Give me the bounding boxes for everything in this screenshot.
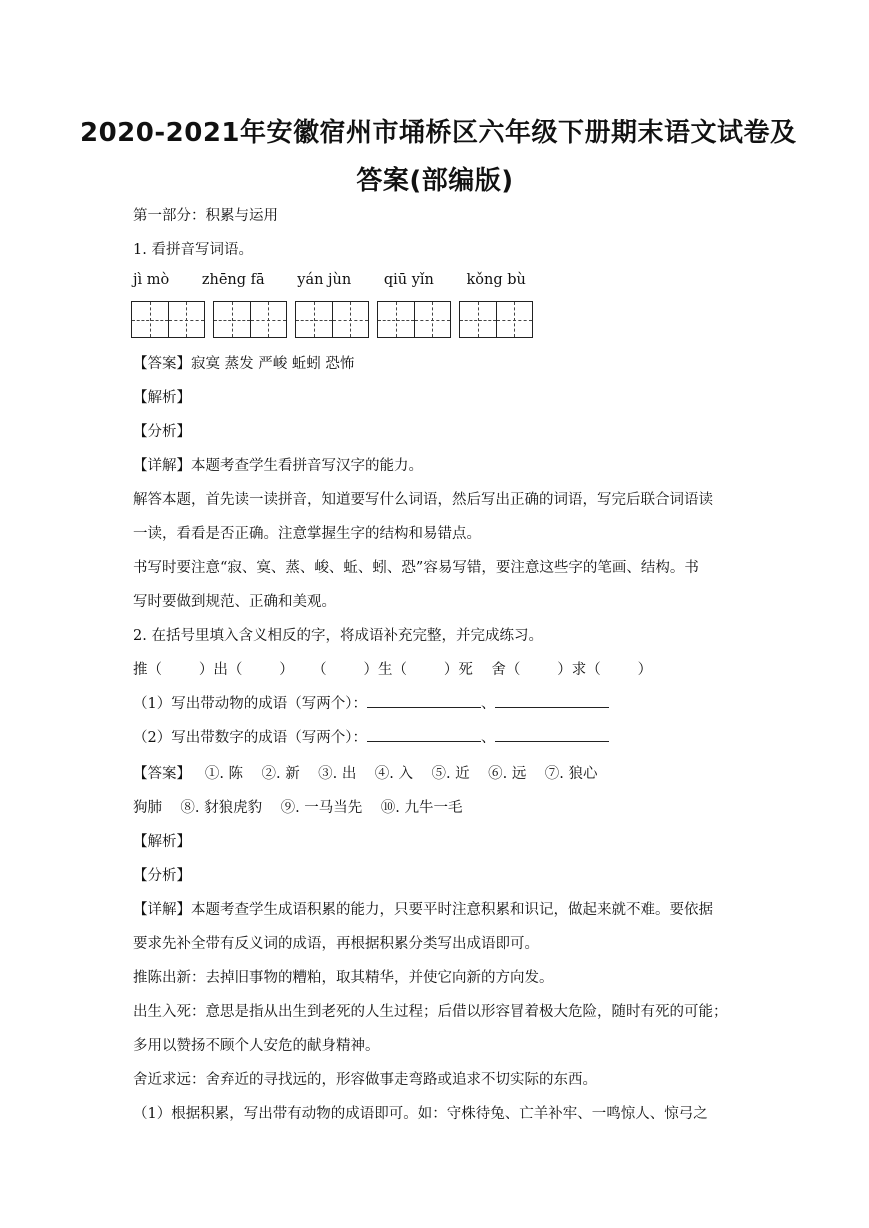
pinyin-2: zhēng fā — [201, 272, 265, 288]
doc-title-line2: 答案(部编版) — [356, 166, 514, 196]
tianzi-box — [213, 301, 287, 338]
pinyin-5: kǒng bù — [466, 272, 526, 288]
q2-detail-a: 【详解】本题考查学生成语积累的能力，只要平时注意积累和识记，做起来就不难。要依据 — [133, 902, 713, 918]
answer-blank — [367, 731, 481, 742]
pinyin-4: qiū yǐn — [383, 272, 434, 288]
q2-sub1 — [133, 692, 609, 713]
doc-title-line1: 2020-2021年安徽宿州市埇桥区六年级下册期末语文试卷及 — [80, 118, 797, 148]
q1-pinyin-row — [133, 272, 554, 288]
q2-detail-b: 要求先补全带有反义词的成语，再根据积累分类写出成语即可。 — [133, 936, 539, 952]
q2-fenxi: 【分析】 — [133, 868, 191, 884]
q2-prompt: 2. 在括号里填入含义相反的字，将成语补充完整，并完成练习。 — [133, 628, 543, 644]
q2-answer-b: 狗肺 ⑧. 豺狼虎豹 ⑨. 一马当先 ⑩. 九牛一毛 — [133, 800, 463, 816]
q1-para2a: 书写时要注意“寂、寞、蒸、峻、蚯、蚓、恐”容易写错，要注意这些字的笔画、结构。书 — [133, 560, 699, 576]
q2-fill-row: 推（ ）出（ ） （ ）生（ ）死 舍（ ）求（ ） — [133, 662, 653, 678]
q1-para2b: 写时要做到规范、正确和美观。 — [133, 594, 336, 610]
pinyin-1: jì mò — [133, 272, 170, 288]
answer-blank — [495, 697, 609, 708]
tianzi-box — [295, 301, 369, 338]
q2-exp1: 推陈出新：去掉旧事物的糟粕，取其精华，并使它向新的方向发。 — [133, 970, 554, 986]
q2-exp4: （1）根据积累，写出带有动物的成语即可。如：守株待兔、亡羊补牢、一鸣惊人、惊弓之 — [133, 1106, 708, 1122]
q1-para1a: 解答本题，首先读一读拼音，知道要写什么词语，然后写出正确的词语，写完后联合词语读 — [133, 492, 713, 508]
q2-jiexi: 【解析】 — [133, 834, 191, 850]
q2-exp2a: 出生入死：意思是指从出生到老死的人生过程；后借以形容冒着极大危险，随时有死的可能； — [133, 1004, 728, 1020]
q2-sub1-label: （1）写出带动物的成语（写两个）： — [133, 696, 367, 712]
tianzi-box — [377, 301, 451, 338]
answer-blank — [367, 697, 481, 708]
q2-answer-a: 【答案】 ①. 陈 ②. 新 ③. 出 ④. 入 ⑤. 近 ⑥. 远 ⑦. 狼心 — [133, 766, 598, 782]
tianzi-grid-row — [131, 301, 533, 339]
q1-para1b: 一读，看看是否正确。注意掌握生字的结构和易错点。 — [133, 526, 481, 542]
q2-sub2-label: （2）写出带数字的成语（写两个）： — [133, 730, 367, 746]
q2-exp2b: 多用以赞扬不顾个人安危的献身精神。 — [133, 1038, 380, 1054]
pinyin-3: yán jùn — [297, 272, 352, 288]
tianzi-box — [459, 301, 533, 338]
q1-fenxi: 【分析】 — [133, 424, 191, 440]
answer-blank — [495, 731, 609, 742]
q1-jiexi: 【解析】 — [133, 390, 191, 406]
q2-sub2 — [133, 726, 609, 747]
q2-exp3: 舍近求远：舍弃近的寻找远的，形容做事走弯路或追求不切实际的东西。 — [133, 1072, 597, 1088]
part-heading: 第一部分：积累与运用 — [133, 208, 278, 224]
q1-answer: 【答案】寂寞 蒸发 严峻 蚯蚓 恐怖 — [133, 356, 355, 372]
q1-prompt: 1. 看拼音写词语。 — [133, 242, 253, 258]
separator: 、 — [480, 730, 496, 746]
q1-detail: 【详解】本题考查学生看拼音写汉字的能力。 — [133, 458, 423, 474]
separator: 、 — [480, 696, 496, 712]
tianzi-box — [131, 301, 205, 338]
